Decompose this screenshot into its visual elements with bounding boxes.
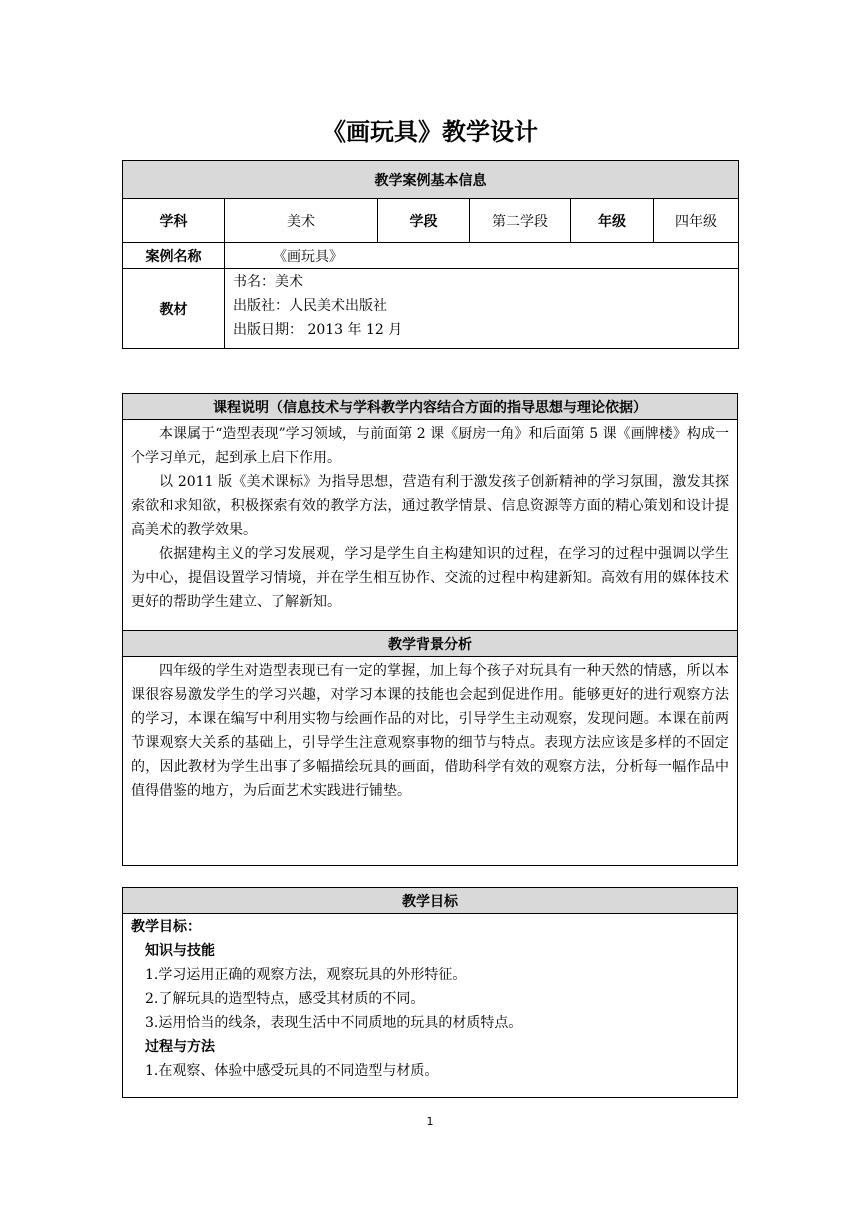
grade-value: 四年级 <box>654 199 739 243</box>
course-paragraph: 本课属于“造型表现”学习领域，与前面第 2 课《厨房一角》和后面第 5 课《画牌楼》构成一个学习单元，起到承上启下作用。 <box>131 426 729 466</box>
textbook-line: 书名：美术 <box>233 274 303 290</box>
textbook-line: 出版社：人民美术出版社 <box>233 298 387 314</box>
process-item: 1.在观察、体验中感受玩具的不同造型与材质。 <box>145 1063 439 1079</box>
stage-label: 学段 <box>378 199 470 243</box>
knowledge-item: 3.运用恰当的线条，表现生活中不同质地的玩具的材质特点。 <box>145 1015 523 1031</box>
knowledge-item: 1.学习运用正确的观察方法，观察玩具的外形特征。 <box>145 967 467 983</box>
course-desc-header: 课程说明（信息技术与学科教学内容结合方面的指导思想与理论依据） <box>123 394 738 420</box>
objectives-intro: 教学目标： <box>131 919 201 935</box>
background-header: 教学背景分析 <box>123 631 738 657</box>
objectives-table <box>122 887 738 1098</box>
course-paragraph: 以 2011 版《美术课标》为指导思想，营造有利于激发孩子创新精神的学习氛围，激发其探索欲和求知欲，积极探索有效的教学方法，通过教学情景、信息资源等方面的精心策划和设计提高美术的教学效果。 <box>131 474 729 538</box>
page-number: 1 <box>426 1115 434 1128</box>
subject-value: 美术 <box>225 199 378 243</box>
objectives-header: 教学目标 <box>123 888 738 914</box>
course-table <box>122 393 738 866</box>
objectives-body <box>123 914 738 1098</box>
subject-label: 学科 <box>123 199 225 243</box>
stage-value: 第二学段 <box>470 199 571 243</box>
background-paragraph: 四年级的学生对造型表现已有一定的掌握，加上每个孩子对玩具有一种天然的情感，所以本课很容易激发学生的学习兴趣，对学习本课的技能也会起到促进作用。能够更好的进行观察方法的学习，本课在编写中利用实物与绘画作品的对比，引导学生主动观察，发现问题。本课在前两节课观察大关系的基础上，引导学生注意观察事物的细节与特点。表现方法应该是多样的不固定的，因此教材为学生出事了多幅描绘玩具的画面，借助科学有效的观察方法，分析每一幅作品中值得借鉴的地方，为后面艺术实践进行铺垫。 <box>131 663 729 799</box>
textbook-label: 教材 <box>123 269 225 349</box>
basic-info-table <box>122 160 739 349</box>
basic-info-header: 教学案例基本信息 <box>123 161 739 199</box>
grade-label: 年级 <box>571 199 654 243</box>
knowledge-item: 2.了解玩具的造型特点，感受其材质的不同。 <box>145 991 425 1007</box>
case-name-label: 案例名称 <box>123 243 225 269</box>
page-title: 《画玩具》教学设计 <box>322 118 538 146</box>
process-title: 过程与方法 <box>145 1039 215 1055</box>
case-name-value: 《画玩具》 <box>225 243 739 269</box>
textbook-line: 出版日期： 2013 年 12 月 <box>233 322 403 338</box>
course-desc-body <box>123 420 738 631</box>
textbook-details <box>225 269 739 349</box>
knowledge-title: 知识与技能 <box>145 943 215 959</box>
background-body <box>123 657 738 866</box>
course-paragraph: 依据建构主义的学习发展观，学习是学生自主构建知识的过程，在学习的过程中强调以学生为中心，提倡设置学习情境，并在学生相互协作、交流的过程中构建新知。高效有用的媒体技术更好的帮助学生建立、了解新知。 <box>131 546 729 610</box>
